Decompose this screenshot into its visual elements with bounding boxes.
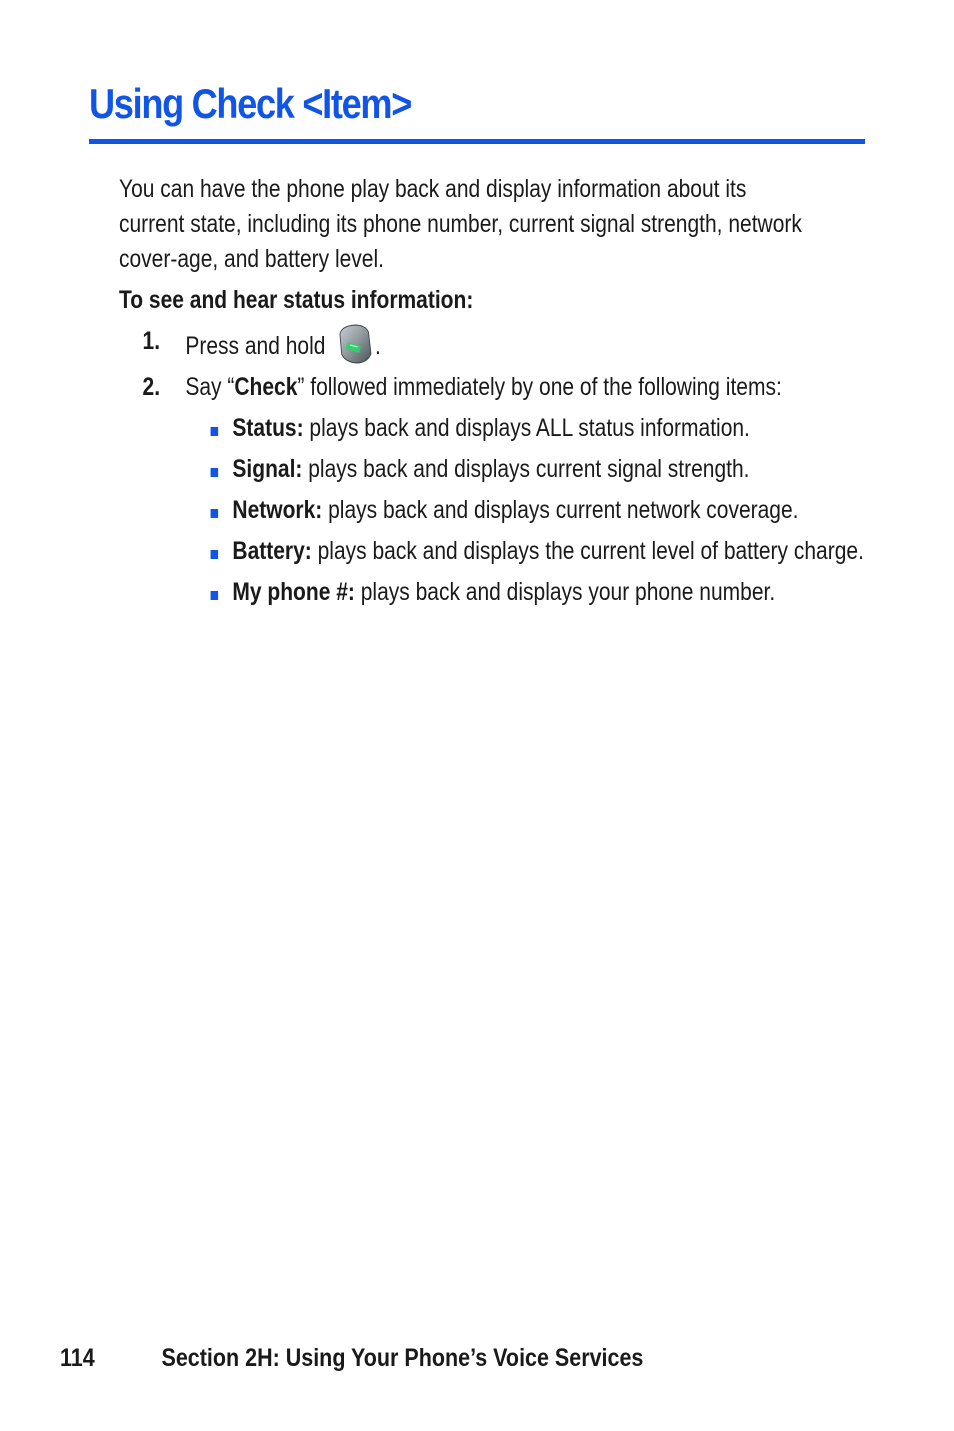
- square-bullet-icon: [211, 550, 219, 559]
- item-text: plays back and displays current signal strength.: [308, 455, 750, 483]
- step-number: 1.: [142, 327, 161, 355]
- step-text: Press and hold: [185, 332, 326, 360]
- step-text: Say “: [185, 373, 235, 401]
- item-term: Network:: [232, 496, 323, 524]
- check-command: Check: [234, 373, 298, 401]
- item-text: plays back and displays your phone number.: [360, 578, 776, 606]
- step-list: [119, 324, 864, 610]
- page-number: 114: [60, 1344, 95, 1372]
- list-item: [185, 411, 896, 446]
- square-bullet-icon: [211, 591, 219, 600]
- item-text: plays back and displays ALL status information.: [309, 414, 750, 442]
- page-footer: [60, 1344, 643, 1373]
- square-bullet-icon: [211, 509, 219, 518]
- step-1: [119, 324, 816, 364]
- intro-paragraph: You can have the phone play back and display information about its current state, including its phone number, current signal strength, network cover-age, and battery level.: [119, 175, 802, 273]
- item-term: Status:: [232, 414, 304, 442]
- step-text-end: ” followed immediately by one of the following items:: [297, 373, 782, 401]
- step-text-end: .: [374, 332, 381, 360]
- item-term: Signal:: [232, 455, 303, 483]
- list-item: [185, 575, 896, 610]
- list-item: [185, 493, 896, 528]
- main-content: [119, 172, 864, 610]
- check-item-list: [185, 411, 864, 610]
- square-bullet-icon: [211, 427, 219, 436]
- item-term: My phone #:: [232, 578, 355, 606]
- page-title: Using Check <Item>: [89, 80, 412, 127]
- section-title: Section 2H: Using Your Phone’s Voice Services: [161, 1344, 644, 1372]
- list-item: [185, 452, 896, 487]
- square-bullet-icon: [211, 468, 219, 477]
- list-item: [185, 534, 896, 569]
- item-text: plays back and displays current network coverage.: [328, 496, 799, 524]
- item-term: Battery:: [232, 537, 312, 565]
- step-2: [119, 370, 864, 610]
- voice-talk-key-icon: [336, 324, 373, 364]
- title-rule: [89, 139, 865, 144]
- item-text: plays back and displays the current level of battery charge.: [317, 537, 864, 565]
- instruction-lead: To see and hear status information:: [119, 286, 474, 314]
- step-number: 2.: [142, 373, 161, 401]
